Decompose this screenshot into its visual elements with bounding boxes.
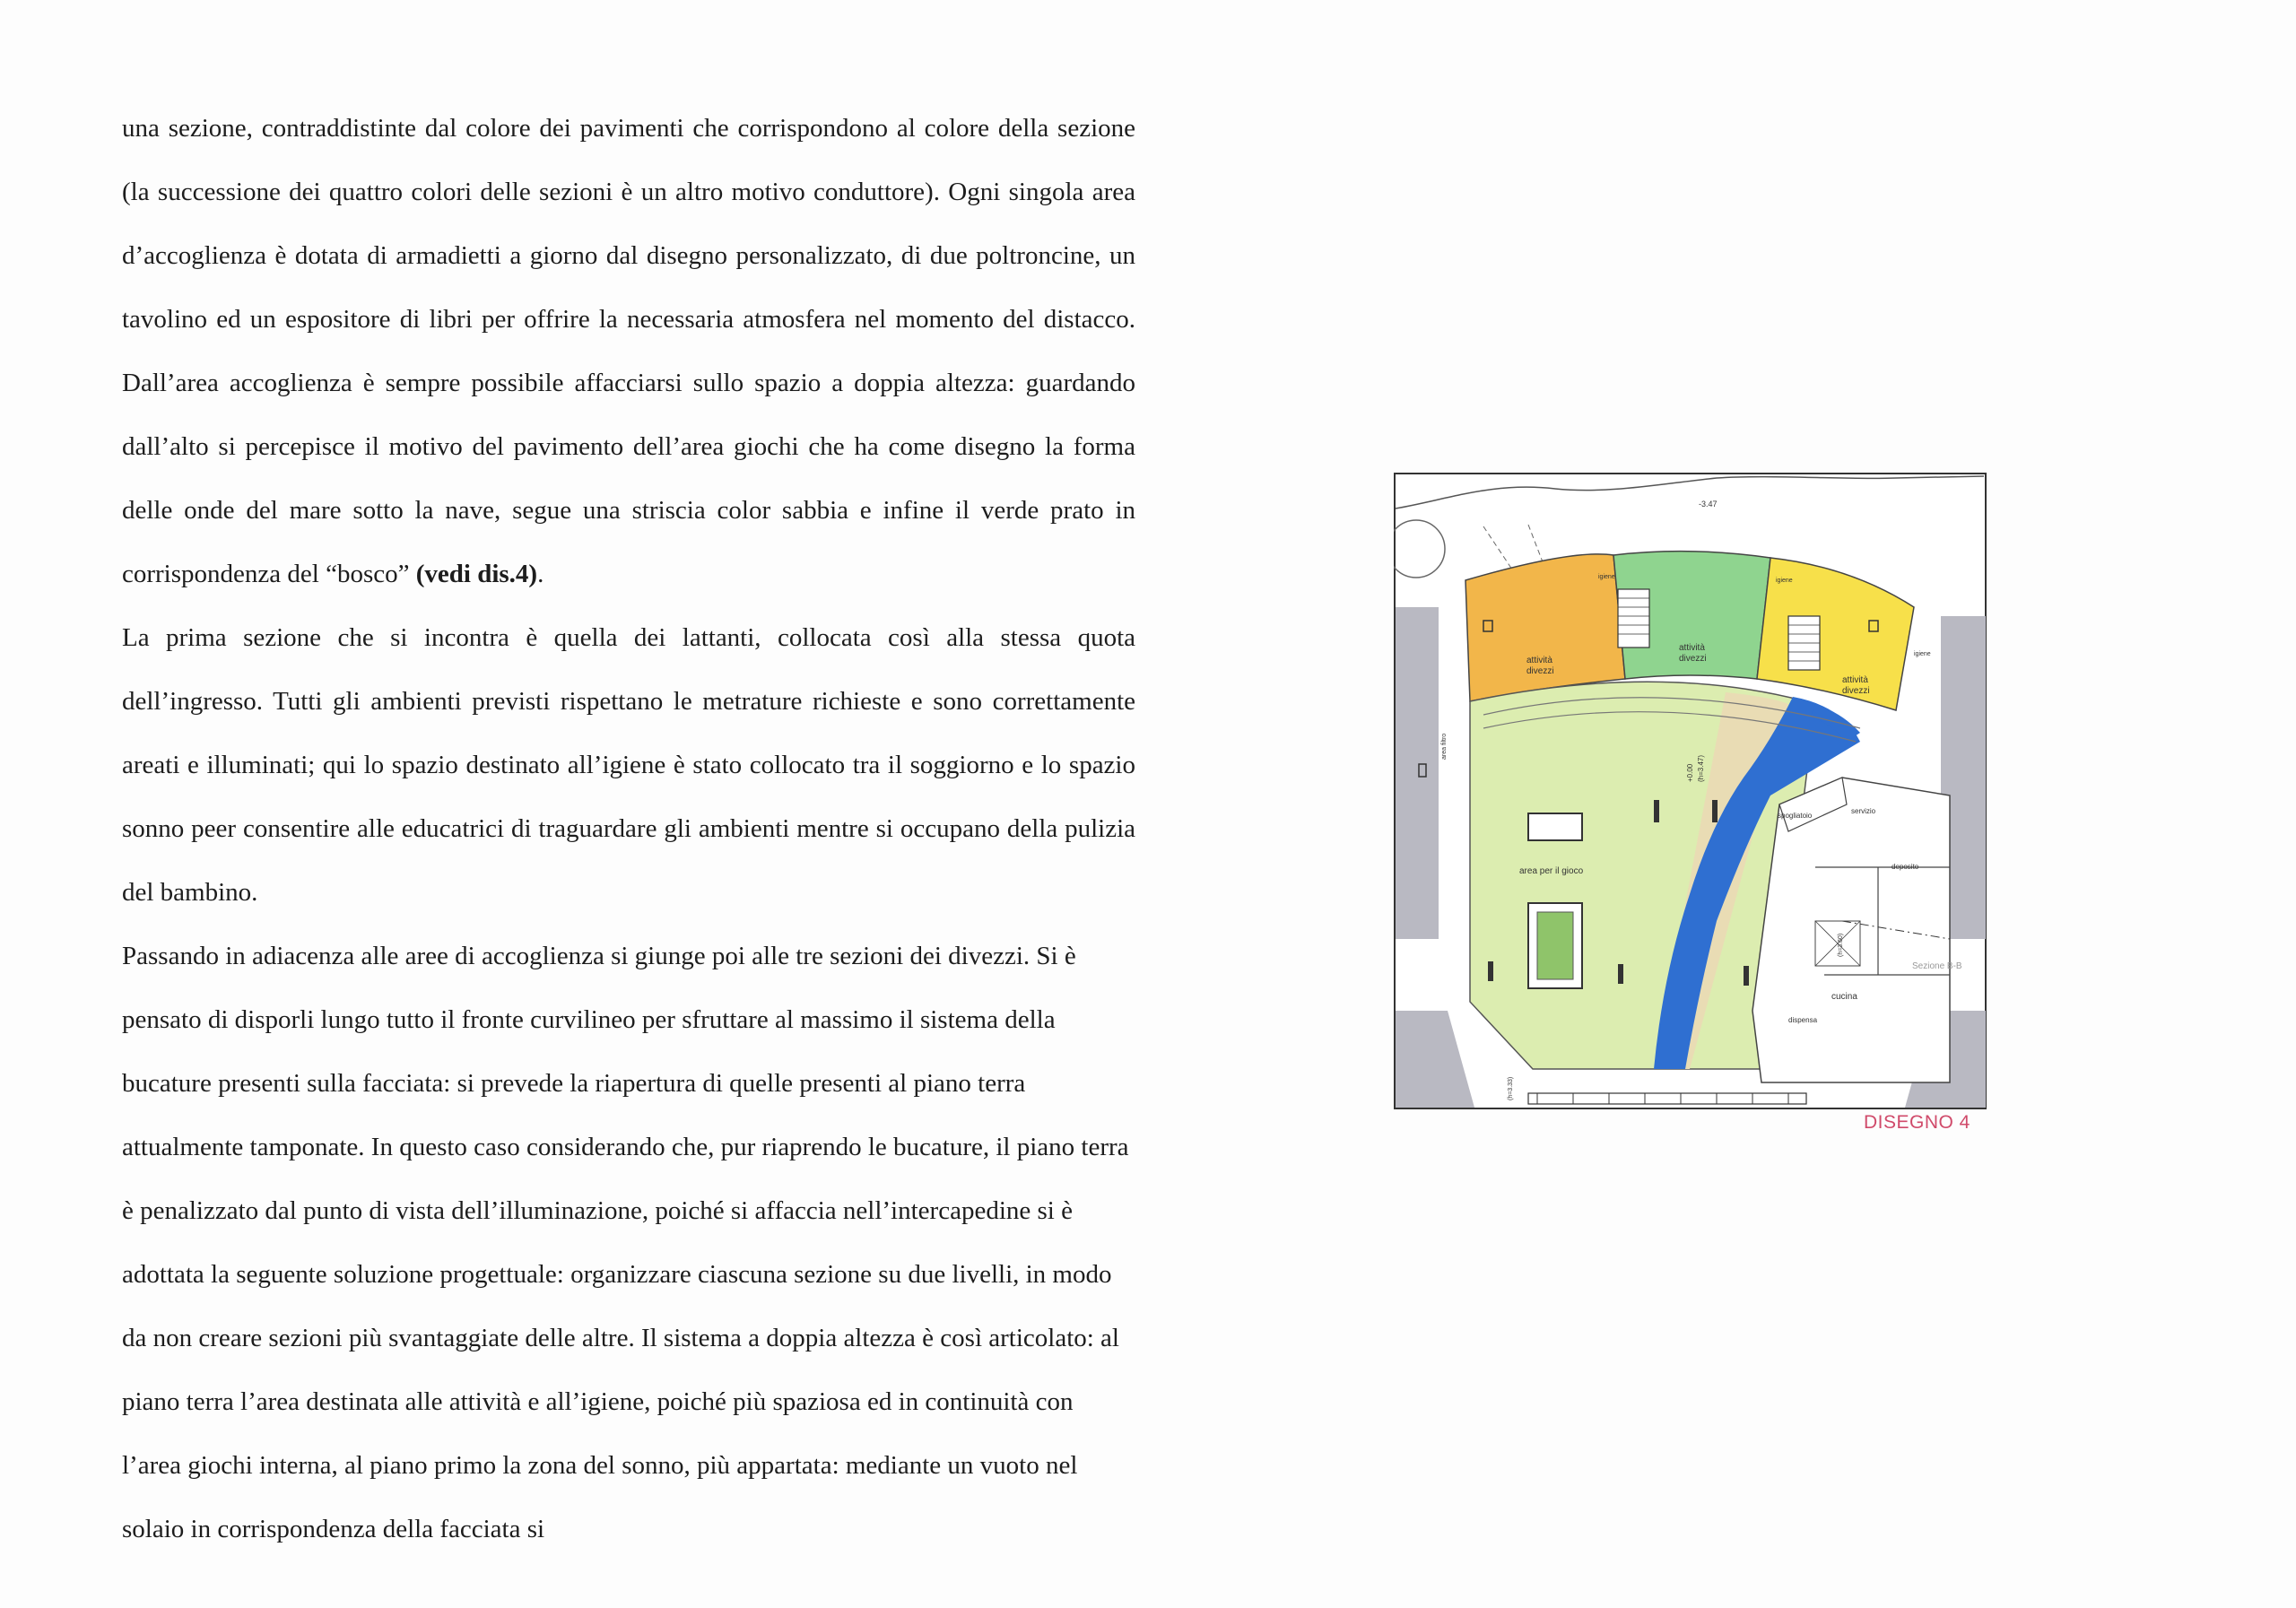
- level-top-label: -3.47: [1699, 500, 1718, 508]
- section-bb-label: Sezione B-B: [1912, 961, 1962, 971]
- body-text: [122, 97, 1135, 1561]
- igiene-label-2: igiene: [1776, 578, 1793, 584]
- paragraph-3: Passando in adiacenza alle aree di accoglienza si giunge poi alle tre sezioni dei divezzi. Si è pensato di disporli lungo tutto il fronte curvilineo per sfruttare al massimo il sistema della bucature presenti sulla facciata: si prevede la riapertura di quelle presenti al piano terra attualmente tamponate. In questo caso considerando che, pur riaprendo le bucature, il piano terra è penalizzato dal punto di vista dell’illuminazione, poiché si affaccia nell’intercapedine si è adottata la seguente soluzione progettuale: organizzare ciascuna sezione su due livelli, in modo da non creare sezioni più svantaggiate delle altre. Il sistema a doppia altezza è così articolato: al piano terra l’area destinata alle attività e all’igiene, poiché più spaziosa ed in continuità con l’area giochi interna, al piano primo la zona del sonno, più appartata: mediante un vuoto nel solaio in corrispondenza della facciata si: [122, 942, 1129, 1543]
- paragraph-2: La prima sezione che si incontra è quella dei lattanti, collocata così alla stessa quota dell’ingresso. Tutti gli ambienti previsti rispettano le metrature richieste e sono correttamente areati e illuminati; qui lo spazio destinato all’igiene è stato collocato tra il soggiorno e lo spazio sonno peer consentire alle educatrici di traguardare gli ambienti mentre si occupano della pulizia del bambino.: [122, 623, 1135, 907]
- attivita-divezzi-3-line2: divezzi: [1842, 686, 1870, 696]
- level-bottom-label: (h=3.33): [1508, 1076, 1514, 1100]
- servizio-label: servizio: [1851, 807, 1876, 815]
- dispensa-label: dispensa: [1788, 1016, 1818, 1024]
- paragraph-1-text: una sezione, contraddistinte dal colore dei pavimenti che corrispondono al colore della sezione (la successione dei quattro colori delle sezioni è un altro motivo conduttore). Ogni singola area d’accoglienza è dotata di armadietti a giorno dal disegno personalizzato, di due poltroncine, un tavolino ed un espositore di libri per offrire la necessaria atmosfera nel momento del distacco. Dall’area accoglienza è sempre possibile affacciarsi sullo spazio a doppia altezza: guardando dall’alto si percepisce il motivo del pavimento dell’area giochi che ha come disegno la forma delle onde del mare sotto la nave, segue una striscia color sabbia e infine il verde prato in corrispondenza del “bosco”: [122, 114, 1135, 588]
- cucina-label: cucina: [1831, 992, 1857, 1002]
- spogliatoio-label: spogliatoio: [1778, 812, 1813, 820]
- attivita-divezzi-1-line1: attività: [1526, 656, 1552, 665]
- attivita-divezzi-3-line1: attività: [1842, 675, 1868, 685]
- igiene-label-3: igiene: [1914, 651, 1931, 657]
- attivita-divezzi-2-line1: attività: [1679, 643, 1705, 653]
- paragraph-1-end: .: [537, 560, 544, 588]
- floor-plan-drawing: [1394, 473, 1987, 1109]
- left-wall-band: [1396, 607, 1439, 939]
- level-kitchen-label: (h=3.60): [1838, 933, 1844, 957]
- deposito-label: deposito: [1892, 863, 1919, 871]
- floor-plan-figure: [1394, 473, 1987, 1109]
- area-filtro-label: area filtro: [1441, 733, 1448, 760]
- igiene-label-1: igiene: [1598, 574, 1615, 580]
- figure-reference: (vedi dis.4): [415, 560, 538, 588]
- attivita-divezzi-2-line2: divezzi: [1679, 654, 1707, 664]
- area-gioco-label: area per il gioco: [1519, 866, 1584, 876]
- attivita-divezzi-1-line2: divezzi: [1526, 666, 1554, 676]
- level-mid-sub-label: (h=3.47): [1697, 754, 1705, 782]
- level-mid-label: +0.00: [1686, 763, 1694, 782]
- figure-caption: DISEGNO 4: [1864, 1112, 1970, 1133]
- paragraph-1: [122, 97, 1135, 606]
